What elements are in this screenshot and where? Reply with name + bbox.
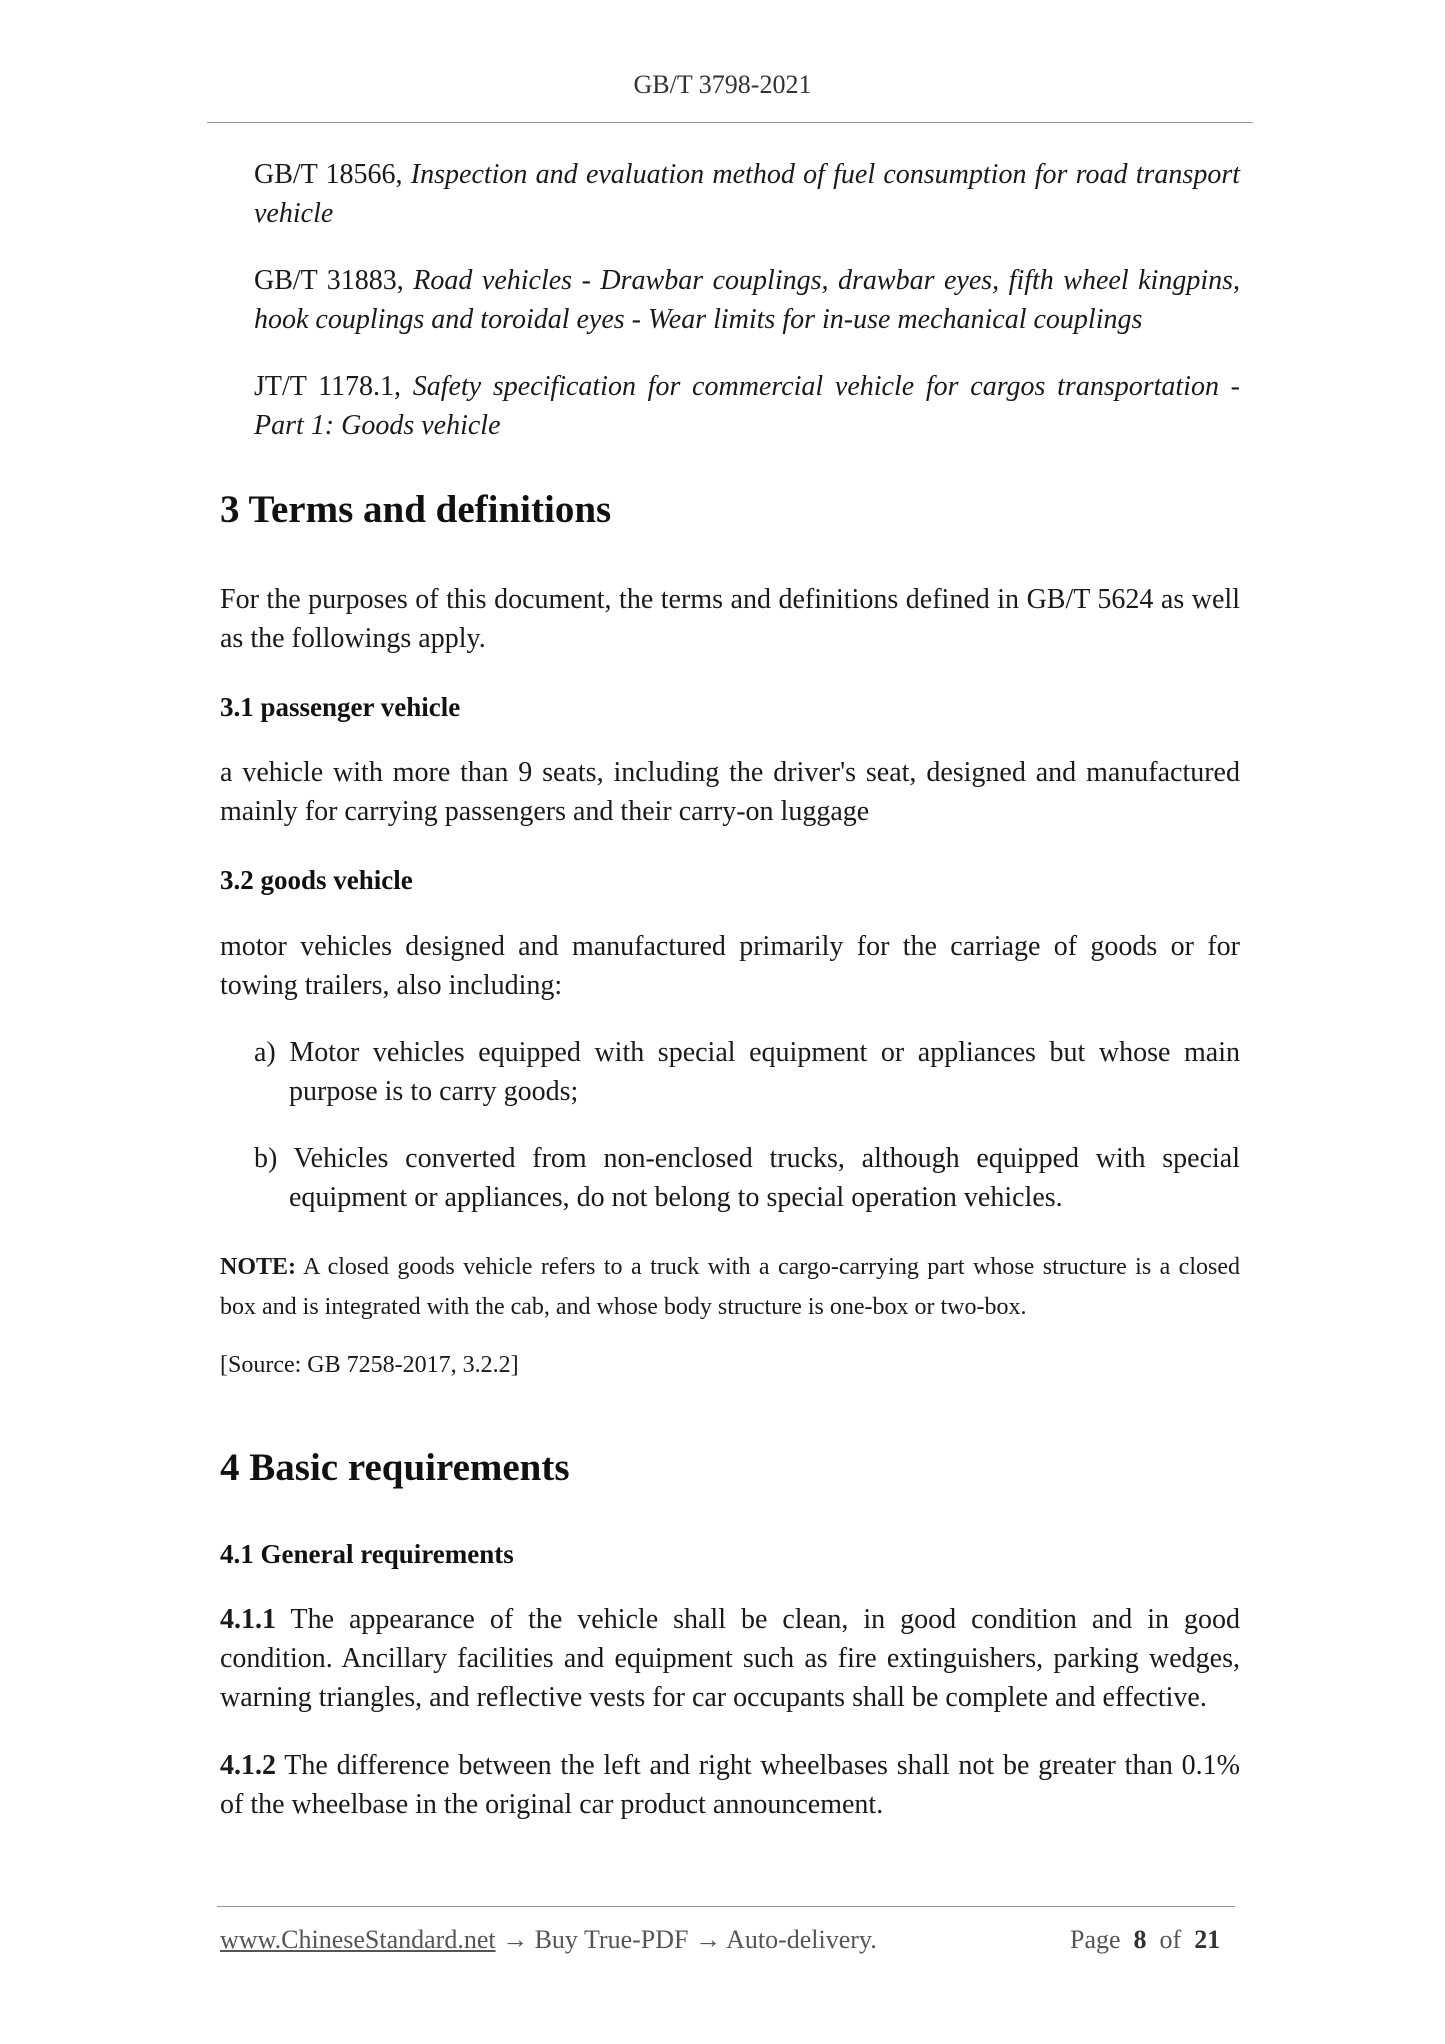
term-heading: 3.2 goods vehicle [220,865,413,895]
reference-code: JT/T 1178.1, [254,371,413,402]
subsection-heading: 4.1 General requirements [220,1539,514,1569]
page-number: 8 [1133,1925,1147,1954]
arrow-right-icon: → [495,1925,535,1954]
reference-item [254,261,1240,339]
section-intro: For the purposes of this document, the terms and definitions defined in GB/T 5624 as well as the followings apply. [220,584,1240,654]
site-link[interactable]: www.ChineseStandard.net [220,1925,496,1954]
delivery-text: Auto-delivery. [726,1925,877,1954]
term-definition: motor vehicles designed and manufactured primarily for the carriage of goods or for towing trailers, also including: [220,931,1240,1001]
reference-title: Safety specification for commercial vehicle for cargos transportation - Part 1: Goods vehicle [254,371,1240,441]
note-label: NOTE: [220,1254,297,1280]
arrow-right-icon: → [688,1925,727,1954]
reference-code: GB/T 18566, [254,159,411,190]
header-divider [207,122,1253,123]
footer-divider [217,1906,1235,1907]
of-label: of [1159,1925,1182,1954]
page-indicator [1070,1925,1220,1955]
source-citation: [Source: GB 7258-2017, 3.2.2] [220,1352,519,1378]
clause-text: The appearance of the vehicle shall be clean, in good condition and in good condition. Ancillary facilities and equipment such as fire extinguishers, parking wedges, warning triangles, and reflective vests for car occupants shall be complete and effective. [220,1604,1240,1713]
list-item: a) Motor vehicles equipped with special equipment or appliances but whose main purpose is to carry goods; [254,1037,1240,1107]
note-text: A closed goods vehicle refers to a truck with a cargo-carrying part whose structure is a closed box and is integrated with the cab, and whose body structure is one-box or two-box. [220,1254,1240,1320]
section-heading: 3 Terms and definitions [220,488,612,531]
reference-title: Inspection and evaluation method of fuel consumption for road transport vehicle [254,159,1241,229]
note-block [220,1247,1240,1327]
clause [220,1600,1240,1717]
footer-promo [220,1925,877,1955]
clause-number: 4.1.2 [220,1750,276,1781]
reference-title: Road vehicles - Drawbar couplings, drawbar eyes, fifth wheel kingpins, hook couplings and toroidal eyes - Wear limits for in-use mechanical couplings [254,265,1240,335]
buy-link-text: Buy True-PDF [534,1925,689,1954]
reference-item [254,367,1240,445]
page-total: 21 [1194,1925,1221,1954]
page-header-title: GB/T 3798-2021 [633,70,812,99]
reference-code: GB/T 31883, [254,265,414,296]
term-definition: a vehicle with more than 9 seats, including the driver's seat, designed and manufactured mainly for carrying passengers and their carry-on luggage [220,757,1240,827]
clause-text: The difference between the left and right wheelbases shall not be greater than 0.1% of the wheelbase in the original car product announcement. [220,1750,1240,1820]
page-label: Page [1070,1925,1121,1954]
clause [220,1746,1240,1824]
term-heading: 3.1 passenger vehicle [220,692,461,722]
section-heading: 4 Basic requirements [220,1446,570,1489]
list-item: b) Vehicles converted from non-enclosed trucks, although equipped with special equipment or appliances, do not belong to special operation vehicles. [254,1143,1240,1213]
reference-item [254,155,1240,233]
clause-number: 4.1.1 [220,1604,276,1635]
